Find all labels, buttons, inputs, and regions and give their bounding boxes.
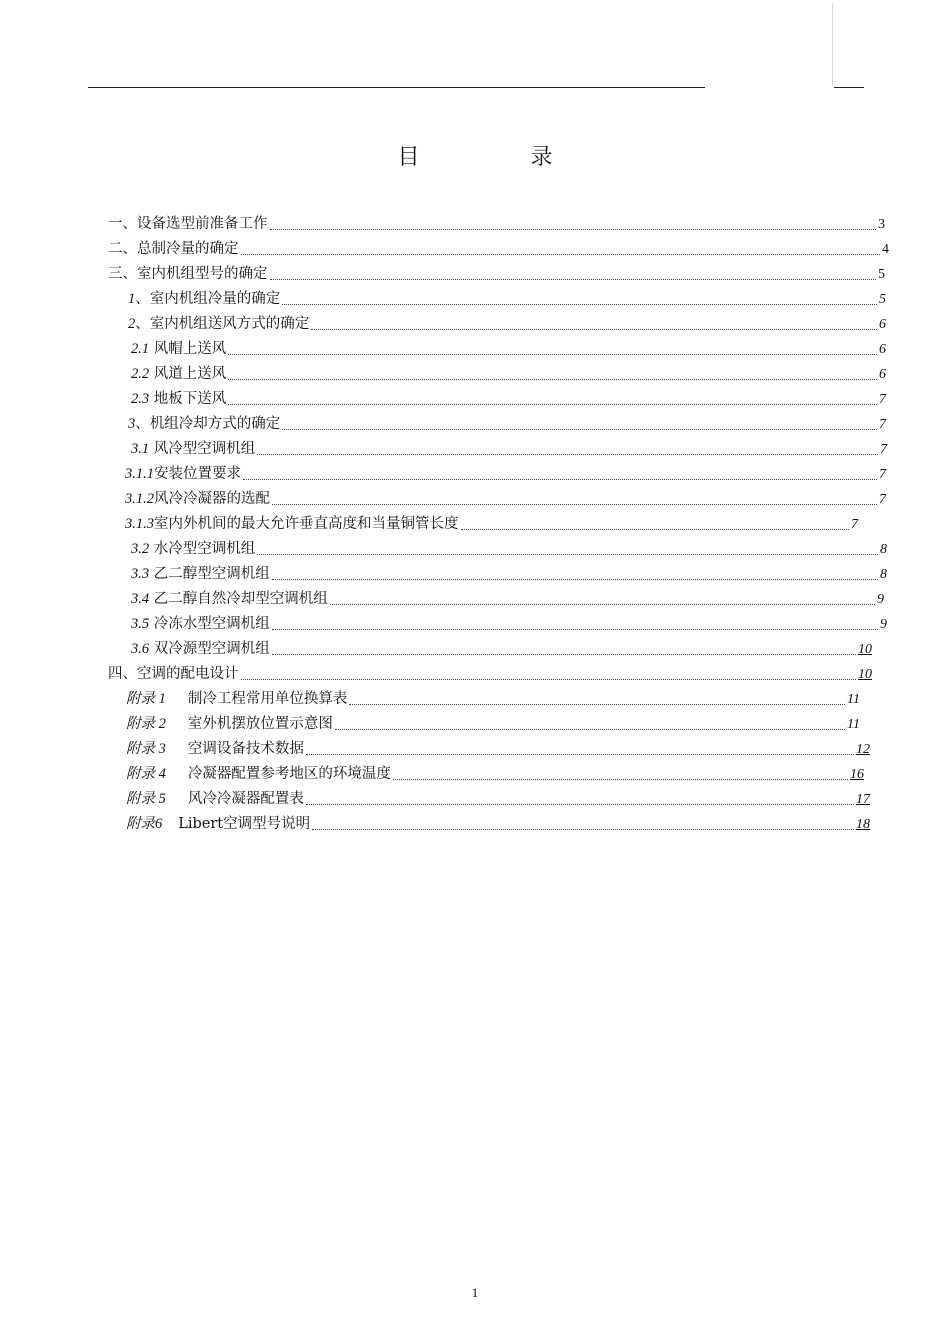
toc-number: 3.5	[131, 616, 150, 632]
toc-number: 3.4	[131, 591, 150, 607]
toc-leader	[257, 448, 878, 455]
toc-number: 2.2	[131, 366, 150, 382]
toc-number: 3.2	[131, 541, 150, 557]
toc-leader	[393, 773, 848, 780]
toc-label: 乙二醇型空调机组	[153, 566, 270, 582]
toc-leader	[272, 648, 856, 655]
toc-label: 地板下送风	[153, 391, 227, 407]
toc-leader	[282, 298, 877, 305]
toc-number: 附录 3	[126, 741, 166, 757]
toc-leader	[243, 473, 877, 480]
toc-entry[interactable]	[126, 713, 860, 735]
toc-page: 9	[880, 617, 887, 632]
toc-leader	[228, 398, 877, 405]
toc-page: 9	[877, 592, 884, 607]
toc-leader	[270, 223, 877, 230]
toc-number: 3.1.1	[125, 466, 154, 482]
page-number: 1	[471, 1285, 479, 1300]
toc-entry[interactable]	[126, 788, 870, 810]
toc-page: 10	[858, 667, 872, 682]
toc-label: 风冷冷凝器的选配	[154, 491, 270, 507]
toc-entry[interactable]	[131, 563, 887, 585]
toc-label: 室内外机间的最大允许垂直高度和当量铜管长度	[154, 516, 459, 532]
toc-label: 四、空调的配电设计	[108, 666, 239, 682]
header-rule	[88, 87, 705, 88]
toc-entry[interactable]	[128, 313, 886, 335]
toc-leader	[272, 498, 877, 505]
toc-page: 6	[879, 367, 886, 382]
toc-page: 6	[879, 317, 886, 332]
toc-entry[interactable]	[108, 263, 885, 285]
toc-label: 室外机摆放位置示意图	[187, 716, 333, 732]
toc-leader	[330, 598, 875, 605]
toc-number: 3.1.2	[125, 491, 154, 507]
toc-leader	[311, 323, 877, 330]
toc-page: 17	[856, 792, 870, 807]
toc-leader	[272, 623, 878, 630]
page-title: 目 录	[397, 145, 605, 170]
toc-page: 7	[880, 442, 887, 457]
toc-number: 2.3	[131, 391, 150, 407]
toc-label: 、室内机组冷量的确定	[135, 291, 281, 307]
toc-number: 附录 2	[126, 716, 166, 732]
toc-entry[interactable]	[125, 513, 858, 535]
toc-label: 制冷工程常用单位换算表	[187, 691, 348, 707]
toc-label: 冷凝器配置参考地区的环境温度	[187, 766, 391, 782]
toc-leader	[228, 373, 877, 380]
toc-label: 水冷型空调机组	[153, 541, 256, 557]
toc-entry[interactable]	[131, 538, 887, 560]
toc-entry[interactable]	[125, 463, 886, 485]
toc-label: 空调设备技术数据	[187, 741, 304, 757]
toc-entry[interactable]	[126, 738, 870, 760]
toc-entry[interactable]	[131, 638, 872, 660]
toc-page: 5	[879, 292, 886, 307]
toc-entry[interactable]	[131, 588, 884, 610]
toc-leader	[461, 523, 850, 530]
toc-entry[interactable]	[131, 613, 887, 635]
toc-entry[interactable]	[125, 488, 886, 510]
toc-leader	[312, 823, 854, 830]
toc-page: 6	[879, 342, 886, 357]
toc-leader	[241, 248, 881, 255]
toc-label: Libert空调型号说明	[178, 816, 311, 832]
toc-number: 3.1	[131, 441, 150, 457]
toc-number: 附录 4	[126, 766, 166, 782]
toc-label: 风道上送风	[153, 366, 227, 382]
toc-page: 7	[879, 417, 886, 432]
toc-entry[interactable]	[108, 663, 872, 685]
toc-number: 附录6	[126, 816, 163, 832]
toc-number: 附录 5	[126, 791, 166, 807]
toc-label: 三、室内机组型号的确定	[108, 266, 268, 282]
toc-label: 风帽上送风	[153, 341, 227, 357]
toc-leader	[270, 273, 877, 280]
header-vertical-line	[832, 3, 833, 85]
toc-label: 乙二醇自然冷却型空调机组	[153, 591, 328, 607]
toc-number: 1	[128, 291, 136, 307]
toc-number: 2.1	[131, 341, 150, 357]
toc-number: 2	[128, 316, 136, 332]
toc-label: 双冷源型空调机组	[153, 641, 270, 657]
toc-label: 、室内机组送风方式的确定	[135, 316, 310, 332]
toc-entry[interactable]	[131, 363, 886, 385]
toc-page: 11	[847, 692, 860, 707]
toc-leader	[349, 698, 845, 705]
toc-label: 一、设备选型前准备工作	[108, 216, 268, 232]
toc-number: 3.1.3	[125, 516, 154, 532]
toc-leader	[306, 798, 854, 805]
toc-entry[interactable]	[131, 388, 886, 410]
toc-entry[interactable]	[126, 813, 870, 835]
toc-leader	[228, 348, 877, 355]
toc-entry[interactable]	[128, 288, 886, 310]
toc-page: 18	[856, 817, 870, 832]
toc-page: 7	[879, 392, 886, 407]
toc-page: 7	[879, 492, 886, 507]
toc-page: 8	[880, 567, 887, 582]
toc-entry[interactable]	[126, 688, 860, 710]
toc-number: 3	[128, 416, 136, 432]
toc-number: 3.6	[131, 641, 150, 657]
toc-entry[interactable]	[108, 213, 885, 235]
toc-page: 4	[882, 242, 889, 257]
toc-page: 12	[856, 742, 870, 757]
toc-page: 16	[850, 767, 864, 782]
toc-leader	[241, 673, 857, 680]
toc-page: 8	[880, 542, 887, 557]
toc-entry[interactable]	[131, 438, 887, 460]
toc-page: 10	[858, 642, 872, 657]
toc-label: 二、总制冷量的确定	[108, 241, 239, 257]
toc-label: 冷冻水型空调机组	[153, 616, 270, 632]
toc-page: 7	[879, 467, 886, 482]
toc-label: 安装位置要求	[154, 466, 241, 482]
toc-entry[interactable]	[131, 338, 886, 360]
header-rule-right	[834, 87, 864, 88]
toc-leader	[257, 548, 878, 555]
toc-entry[interactable]	[108, 238, 889, 260]
toc-leader	[306, 748, 854, 755]
toc-entry[interactable]	[128, 413, 886, 435]
toc-page: 3	[878, 217, 885, 232]
toc-leader	[335, 723, 845, 730]
toc-label: 风冷冷凝器配置表	[187, 791, 304, 807]
toc-number: 附录 1	[126, 691, 166, 707]
toc-entry[interactable]	[126, 763, 864, 785]
toc-label: 、机组冷却方式的确定	[135, 416, 281, 432]
toc-number: 3.3	[131, 566, 150, 582]
toc-page: 11	[847, 717, 860, 732]
toc-page: 7	[851, 517, 858, 532]
toc-leader	[282, 423, 877, 430]
toc-page: 5	[878, 267, 885, 282]
toc-leader	[272, 573, 878, 580]
toc-label: 风冷型空调机组	[153, 441, 256, 457]
